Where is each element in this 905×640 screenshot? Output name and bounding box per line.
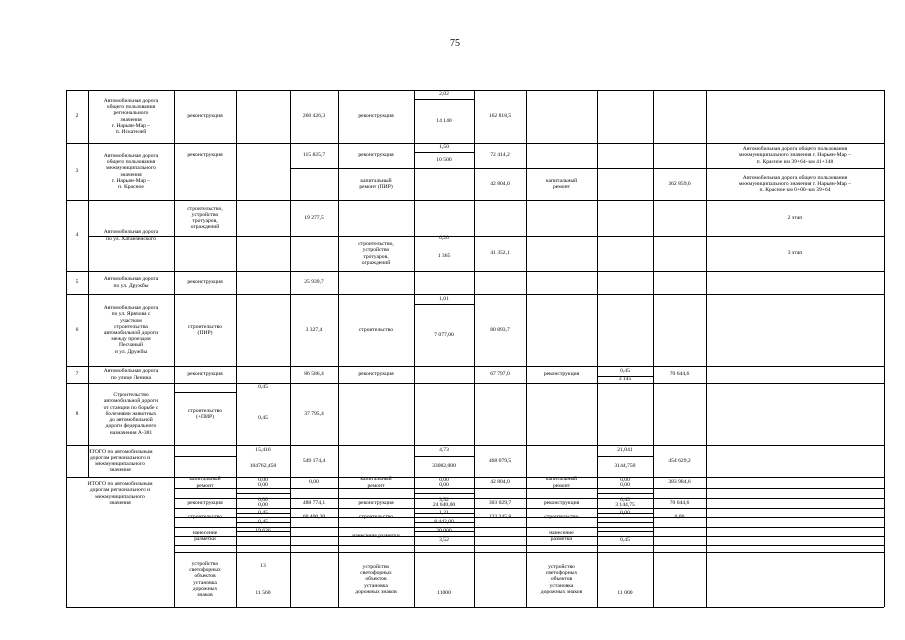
total-work-type: устройство светофорных объектов установка дорожных знаков (540, 563, 583, 595)
work-type-2025: капитальный ремонт (545, 177, 578, 190)
total-value: 3,52 (439, 537, 449, 544)
note: Автомобильная дорога общего пользования межмуниципального значения г. Нарьян-Мар – п. Красное км 39+64–км 41+148 (738, 146, 852, 165)
total-subsplit (414, 493, 474, 494)
total-value: 3 144,75 (615, 502, 635, 509)
total-value: 3,52 (439, 497, 449, 504)
road-name: Автомобильная дорога по ул. Дружбы (103, 276, 159, 289)
total-cost-2025: 454 629,2 (668, 457, 691, 464)
total-work-type: нанесение разметки (352, 532, 400, 539)
length-km: 2,02 (439, 91, 449, 98)
road-name: Автомобильная дорога по ул. Ярвчова с участком строительства автомобильной дороги между проездом Песчаный и ул. Дружбы (103, 305, 159, 355)
total-value: 0,45 (258, 519, 268, 526)
total-value: 0,00 (258, 476, 268, 483)
road-name: Строительство автомобильной дороги от станции по борьбе с болезнями животных до автомобильной дороги федерального назначения А-381 (103, 392, 159, 436)
cost-2023: 19 277,5 (304, 214, 324, 221)
total-work-type: строительство (544, 514, 579, 521)
total-work-type: строительство (187, 514, 223, 521)
work-type: строительство (+ПИР) (187, 407, 223, 420)
work-type-2024: реконструкция (358, 152, 394, 159)
table-right-border (884, 90, 885, 607)
work-type-2024: реконструкция (358, 113, 394, 120)
work-type-2024: строительство, устройство тротуаров, ограждений (358, 241, 394, 266)
total-subrow (174, 545, 884, 546)
total-value: 0,00 (439, 476, 449, 483)
total-value: 8 442,00 (434, 519, 454, 526)
cost-2023: 37 795,4 (304, 410, 324, 417)
total-value: 20 000 (436, 528, 452, 535)
total-work-type: капитальный ремонт (545, 476, 578, 489)
total-subrow (174, 488, 884, 489)
total-value: 11000 (437, 590, 451, 597)
work-type-2024: строительство (358, 326, 394, 333)
work-type: строительство, устройство тротуаров, ограждений (187, 205, 223, 231)
total-work-type: нанесение разметки (549, 529, 574, 542)
total-cost-2025: 383 984,6 (668, 479, 691, 486)
cost-2024: 162 818,5 (488, 113, 512, 120)
cost-2024: 41 352,1 (490, 250, 510, 257)
total-cost-2023: 0,00 (309, 479, 319, 486)
length-km: 1,50 (439, 144, 449, 151)
row-number: 4 (75, 232, 79, 239)
total-work-type: капитальный ремонт (360, 476, 392, 489)
total-value: 19 636 (255, 528, 271, 535)
total-work-type: реконструкция (358, 499, 394, 506)
total-label: ИТОГО по автомобильным дорогам регионального и межмуниципального значения (87, 481, 153, 506)
total-cost-2025: 0,00 (674, 514, 685, 521)
total-work-type: строительство (358, 514, 394, 521)
cost-2024: 67 797,0 (490, 371, 510, 378)
total-cost-2024: 42 804,0 (490, 479, 510, 486)
total-label: ИТОГО по автомобильным дорогам регионального и межмуниципального значения (87, 448, 153, 474)
area-m2: 14 140 (436, 117, 452, 124)
road-name: Автомобильная дорога по улице Ленина (103, 368, 159, 381)
total-value: 11 560 (255, 590, 271, 597)
total-work-type: реконструкция (543, 499, 580, 506)
cost-2023: 3 327,4 (305, 326, 323, 333)
work-type: реконструкция (187, 371, 223, 378)
total-cost-2023: 488 774,1 (302, 499, 326, 506)
total-length: 21,041 (617, 447, 633, 454)
cost-2024: 42 804,0 (490, 180, 510, 187)
cost-2023: 86 586,4 (304, 371, 324, 378)
cost-2023: 260 426,3 (302, 113, 326, 120)
work-type: реконструкция (187, 113, 223, 120)
row-number: 8 (75, 410, 79, 417)
length-km: 0,45 (258, 384, 268, 391)
cost-2024: 80 893,7 (490, 326, 510, 333)
cell-split (174, 456, 236, 457)
total-value: 0,00 (439, 482, 449, 489)
total-cost-2023: 60 400,30 (302, 514, 326, 521)
total-work-type: устройство светофорных объектов установка дорожных знаков (189, 560, 221, 598)
work-type-2025: реконструкция (543, 371, 580, 378)
cost-2024: 72 414,2 (490, 152, 510, 159)
total-cost-2024: 468 079,5 (488, 457, 512, 464)
total-work-type: капитальный ремонт (189, 476, 221, 489)
total-cost-2025: 70 644,6 (669, 499, 690, 506)
total-area: 104762,450 (249, 463, 277, 470)
work-type: реконструкция (187, 279, 223, 286)
area-m2: 1 365 (437, 252, 451, 259)
row-number: 2 (75, 113, 79, 120)
cost-2023: 115 825,7 (302, 152, 326, 159)
total-value: 11 000 (617, 590, 633, 597)
cost-2025: 70 644,6 (669, 371, 690, 378)
total-area: 33082,000 (432, 463, 456, 470)
total-value: 1,21 (439, 509, 449, 516)
work-type-2024: реконструкция (358, 371, 394, 378)
total-work-type: реконструкция (187, 499, 223, 506)
total-value: 0,45 (258, 509, 268, 516)
area-m2: 3 145 (618, 376, 632, 383)
road-name: Автомобильная дорога общего пользования межмуниципального значения г. Нарьян-Мар – п. Красное (103, 152, 159, 190)
row-number: 6 (75, 326, 79, 333)
total-cost-2024: 122 245,8 (488, 514, 512, 521)
cost-2025: 362 859,6 (668, 180, 691, 187)
total-length: 4,73 (439, 447, 449, 454)
note: Автомобильная дорога общего пользования межмуниципального значения г. Нарьян-Мар – п. Красное км 0+00–км 39+64 (738, 174, 852, 194)
total-subsplit (597, 531, 653, 532)
length-km: 0,20 (439, 235, 449, 242)
note: 3 этап (787, 250, 803, 257)
total-value: 0,00 (620, 509, 630, 516)
note: 2 этап (787, 214, 803, 221)
total-work-type: устройство светофорных объектов установка дорожных знаков (355, 563, 397, 595)
work-type: реконструкция (187, 152, 223, 159)
area-m2: 0,45 (258, 415, 268, 422)
total-value: 0,00 (258, 502, 268, 509)
total-subsplit (597, 522, 653, 523)
total-value: 0,45 (620, 537, 630, 544)
length-km: 0,45 (620, 367, 630, 374)
total-value: 24 640,00 (432, 502, 456, 509)
cost-2023: 25 939,7 (304, 279, 324, 286)
row-number: 3 (75, 168, 79, 175)
total-value: 0,00 (620, 482, 630, 489)
total-subsplit (597, 493, 653, 494)
total-value: 0,00 (620, 476, 630, 483)
area-m2: 7 077,00 (434, 331, 454, 338)
road-name: Автомобильная дорога по ул. Хатанзейского (103, 229, 159, 242)
work-type: строительство (ПИР) (187, 323, 223, 336)
total-value: 13 (260, 562, 266, 569)
total-area: 3144,750 (614, 463, 636, 470)
total-subsplit (236, 493, 290, 494)
area-m2: 10 500 (436, 156, 452, 163)
length-km: 1,01 (439, 295, 449, 302)
total-work-type: нанесение разметки (192, 529, 218, 542)
road-name: Автомобильная дорога общего пользования регионального значения г. Нарьян-Мар – п. Искателей (103, 97, 159, 135)
total-value: 0,00 (258, 482, 268, 489)
work-type-2024: капитальный ремонт (ПИР) (359, 177, 393, 190)
row-number: 5 (75, 279, 79, 286)
total-value: 0,00 (258, 497, 268, 504)
total-length: 15,416 (255, 447, 271, 454)
row-number: 7 (75, 371, 79, 378)
total-value: 0,45 (620, 497, 630, 504)
row-border (66, 607, 884, 608)
total-cost-2023: 549 174,4 (302, 457, 326, 464)
page-number: 75 (450, 38, 460, 49)
total-cost-2024: 303 029,7 (488, 499, 512, 506)
